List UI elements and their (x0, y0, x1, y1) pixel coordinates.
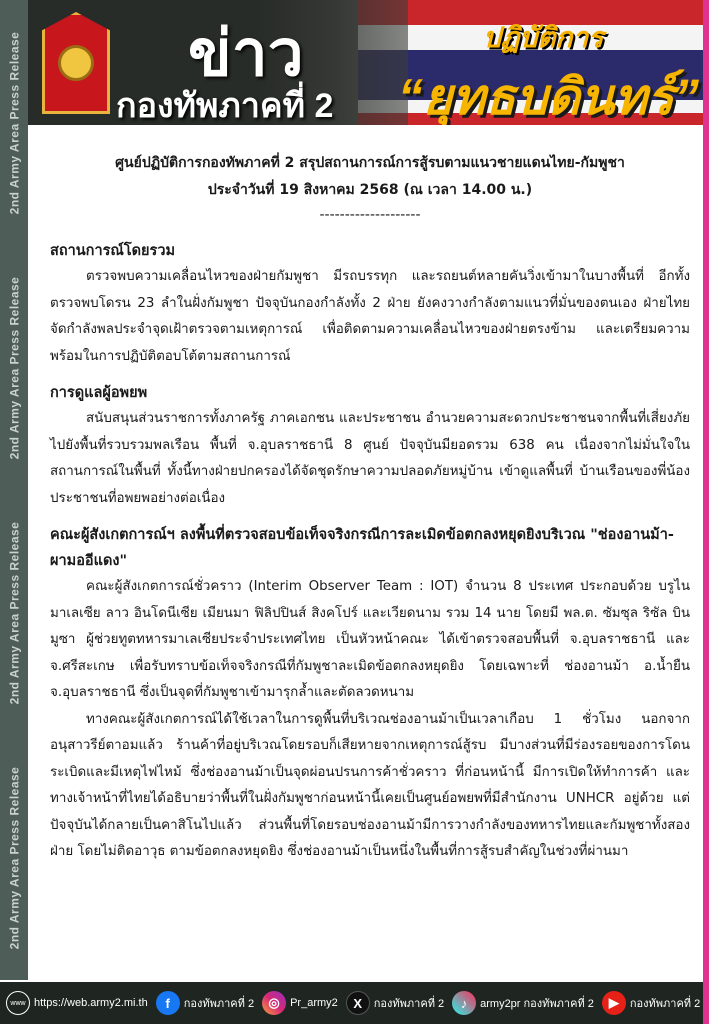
tiktok-link[interactable] (452, 991, 594, 1015)
section-heading: คณะผู้สังเกตการณ์ฯ ลงพื้นที่ตรวจสอบข้อเท็จจริงกรณีการละเมิดข้อตกลงหยุดยิงบริเวณ "ช่องอานม้า-ผามออีแดง" (50, 527, 674, 569)
youtube-link[interactable] (602, 991, 700, 1015)
right-border (703, 0, 709, 1024)
banner-operation-label: ปฏิบัติการ (483, 22, 604, 53)
social-footer (0, 982, 703, 1024)
x-icon: X (346, 991, 370, 1015)
website-link[interactable] (6, 991, 148, 1015)
instagram-link[interactable] (262, 991, 338, 1015)
paragraph: สนับสนุนส่วนราชการทั้งภาครัฐ ภาคเอกชน และประชาชน อำนวยความสะดวกประชาชนจากพื้นที่เสี่ยงภัย ไปยังพื้นที่รวบรวมพลเรือน พื้นที่ จ.อุบลราชธานี 8 ศูนย์ ปัจจุบันมียอดรวม 638 คน เนื่องจากไม่มั่นใจในสถานการณ์ในพื้นที่ ทั้งนี้ทางฝ่ายปกครองได้จัดชุดรักษาความปลอดภัยหมู่บ้าน เข้าดูแลพื้นที่ บ้านเรือนของพี่น้องประชาชนที่อพยพอย่างต่อเนื่อง (50, 411, 690, 506)
header-banner (28, 0, 703, 125)
youtube-label: กองทัพภาคที่ 2 (629, 998, 701, 1010)
section-overall-situation (50, 238, 690, 370)
side-strip (0, 0, 28, 980)
facebook-link[interactable] (156, 991, 254, 1015)
paragraph: ตรวจพบความเคลื่อนไหวของฝ่ายกัมพูชา มีรถบรรทุก และรถยนต์หลายคันวิ่งเข้ามาในบางพื้นที่ อีกทั้งตรวจพบโดรน 23 ลำในฝั่งกัมพูชา ปัจจุบันกองกำลังทั้ง 2 ฝ่าย ยังคงวางกำลังตามแนวที่มั่นของตนเอง ฝ่ายไทยจัดกำลังพลประจำจุดเฝ้าตรวจตามเหตุการณ์ เพื่อติดตามความเคลื่อนไหวของฝ่ายตรงข้าม และเตรียมความพร้อมในการปฏิบัติตอบโต้ตามสถานการณ์ (50, 269, 690, 364)
globe-icon: www (6, 991, 30, 1015)
website-url: https://web.army2.mi.th (34, 997, 148, 1009)
tiktok-icon: ♪ (452, 991, 476, 1015)
tiktok-label: army2pr กองทัพภาคที่ 2 (480, 998, 594, 1010)
press-release-body (50, 150, 690, 876)
x-label: กองทัพภาคที่ 2 (373, 998, 445, 1010)
instagram-label: Pr_army2 (290, 997, 338, 1009)
document-date: ประจำวันที่ 19 สิงหาคม 2568 (ณ เวลา 14.00 น.) (207, 182, 533, 198)
facebook-label: กองทัพภาคที่ 2 (183, 998, 255, 1010)
army-emblem-logo (42, 12, 110, 114)
side-label: 2nd Army Area Press Release (7, 766, 21, 949)
paragraph: ทางคณะผู้สังเกตการณ์ได้ใช้เวลาในการดูพื้นที่บริเวณช่องอานม้าเป็นเวลาเกือบ 1 ชั่วโมง นอกจากอนุสาวรีย์ตาอมแล้ว ร้านค้าที่อยู่บริเวณโดยรอบก็เสียหายจากเหตุการณ์สู้รบ มีบางส่วนที่มีร่องรอยของการโดนระเบิดและมีเหตุไฟไหม้ ซึ่งช่องอานม้าเป็นจุดผ่อนปรนการค้าชั่วคราว ที่ก่อนหน้านี้ มีการเปิดให้ทำการค้า และทางเจ้าหน้าที่ไทยได้อธิบายว่าพื้นที่ในฝั่งกัมพูชาก่อนหน้านี้เคยเป็นศูนย์อพยพที่มีสำนักงาน UNHCR อยู่ด้วย แต่ปัจจุบันได้กลายเป็นคาสิโนไปแล้ว ส่วนพื้นที่โดยรอบช่องอานม้ามีการวางกำลังของทหารไทยและกัมพูชาทั้งสองฝ่าย โดยไม่ติดอาวุธ ตามข้อตกลงหยุดยิง ซึ่งช่องอานม้าเป็นหนึ่งในพื้นที่การสู้รบสำคัญในช่วงที่ผ่านมา (50, 711, 690, 859)
banner-unit-title: กองทัพภาคที่ 2 (116, 87, 334, 125)
document-title: ศูนย์ปฏิบัติการกองทัพภาคที่ 2 สรุปสถานการณ์การสู้รบตามแนวชายแดนไทย-กัมพูชา (115, 155, 625, 171)
divider: -------------------- (319, 207, 421, 223)
youtube-icon: ▶ (602, 991, 626, 1015)
paragraph: คณะผู้สังเกตการณ์ชั่วคราว (Interim Observer Team : IOT) จำนวน 8 ประเทศ ประกอบด้วย บรูไน มาเลเซีย ลาว อินโดนีเซีย เมียนมา ฟิลิปปินส์ สิงคโปร์ และเวียดนาม รวม 14 นาย โดยมี พล.ต. ซัมซุล ริซัล บิน มูซา ผู้ช่วยทูตทหารมาเลเซียประจำประเทศไทย เป็นหัวหน้าคณะ ได้เข้าตรวจสอบพื้นที่ จ.อุบลราชธานี และ จ.ศรีสะเกษ เพื่อรับทราบข้อเท็จจริงกรณีที่กัมพูชาละเมิดข้อตกลงหยุดยิง โดยเฉพาะที่ ช่องอานม้า อ.น้ำยืน จ.อุบลราชธานี ซึ่งเป็นจุดที่กัมพูชาเข้ามารุกล้ำและตัดลวดหนาม (50, 579, 690, 700)
section-observer-team (50, 522, 690, 866)
side-label: 2nd Army Area Press Release (7, 276, 21, 459)
instagram-icon: ◎ (262, 991, 286, 1015)
side-label: 2nd Army Area Press Release (7, 521, 21, 704)
section-heading: สถานการณ์โดยรวม (50, 243, 176, 259)
facebook-icon: f (156, 991, 180, 1015)
banner-operation-name: “ยุทธบดินทร์” (398, 69, 699, 125)
x-link[interactable] (346, 991, 444, 1015)
section-heading: การดูแลผู้อพยพ (50, 385, 148, 401)
banner-news-title: ข่าว (188, 17, 304, 89)
section-evacuee-care (50, 380, 690, 512)
side-label: 2nd Army Area Press Release (7, 31, 21, 214)
